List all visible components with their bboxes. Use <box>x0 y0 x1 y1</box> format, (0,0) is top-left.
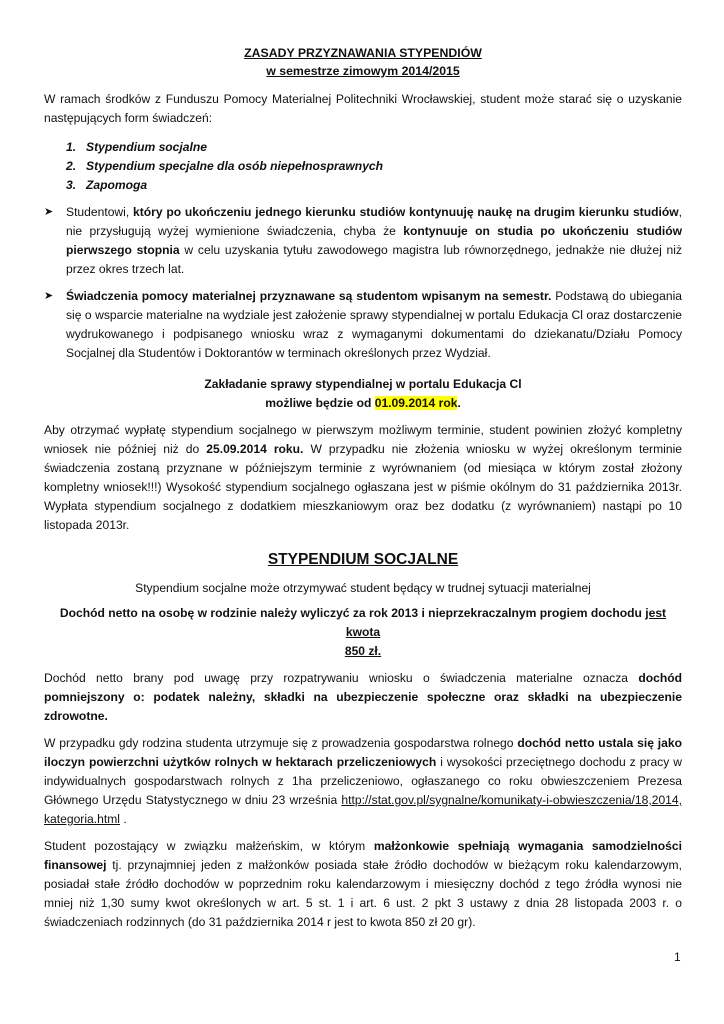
text-run: możliwe będzie od <box>265 396 375 410</box>
text-run: W przypadku nie złożenia wniosku w wyżej określonym terminie świadczenia zostaną przyznane w późniejszym terminie z wyrównaniem (od miesiąca w którym został złożony kompletny wniosek!!!) Wysokość stypendium socjalnego ogłaszana jest w piśmie okólnym do 31 października 2013r. Wypłata stypendium socjalnego z dodatkiem mieszkaniowym oraz bez dodatku (z wyrównaniem) nastąpi po 10 listopada 2013r. <box>44 442 682 532</box>
intro-paragraph: W ramach środków z Funduszu Pomocy Materialnej Politechniki Wrocławskiej, student może starać się o uzyskanie następujących form świadczeń: <box>44 92 682 125</box>
text-run: . <box>457 396 461 410</box>
bold-run: dochód pomniejszony o: podatek należny, składki na ubezpieczenie społeczne oraz składki na ubezpieczenie zdrowotne. <box>44 671 682 723</box>
text-run: tj. przynajmniej jeden z małżonków posiada stałe źródło dochodów w bieżącym roku kalendarzowym, posiadał stałe źródło dochodów w poprzednim roku kalendarzowym i miesięczny dochód z tego źródła wynosi nie mniej niż 1,30 sumy kwot określonych w art. 5 st. 1 i art. 6 ust. 2 pkt 3 ustawy z dnia 28 listopada 2003 r. o świadczeniach rodzinnych (do 31 października 2014 r jest to kwota 850 zł 20 gr). <box>44 858 682 929</box>
text-run: Dochód netto brany pod uwagę przy rozpatrywaniu wniosku o świadczenia materialne oznacza <box>44 671 639 685</box>
arrow-bullet-icon: ➤ <box>44 206 54 218</box>
list-item-number: 1. <box>66 140 77 154</box>
bold-run: Świadczenia pomocy materialnej przyznawane są studentom wpisanym na semestr. <box>66 289 552 303</box>
text-run: W przypadku gdy rodzina studenta utrzymuje się z prowadzenia gospodarstwa rolnego <box>44 736 518 750</box>
list-item <box>66 176 682 195</box>
text-run: , nie przysługują wyżej wymienione świadczenia, chyba że <box>66 205 683 238</box>
underlined-run: 850 zł. <box>344 644 382 658</box>
section-lead: Stypendium socjalne może otrzymywać student będący w trudnej sytuacji materialnej <box>135 581 591 595</box>
text-run: Podstawą do ubiegania się o wsparcie materialne na wydziale jest założenie sprawy stypendialnej w portalu Edukacja Cl oraz dostarczenie wydrukowanego i podpisanego wniosku wraz z wymaganymi dokumentami do dziekanatu/Działu Pomocy Socjalnej dla Studentów i Doktorantów w terminach określonych przez Wydział. <box>66 289 682 360</box>
underlined-run: jest kwota <box>345 606 667 639</box>
notice-line: Zakładanie sprawy stypendialnej w portalu Edukacja Cl <box>204 377 522 391</box>
bullet-semester-rule <box>44 287 682 363</box>
text-run: Aby otrzymać wypłatę stypendium socjalnego w pierwszym możliwym terminie, student powinien złożyć kompletny wniosek nie później niż do <box>44 423 682 456</box>
page-number: 1 <box>674 950 681 964</box>
text-run: w celu uzyskania tytułu zawodowego magistra lub równorzędnego, jednakże nie dłużej niż przez okres trzech lat. <box>66 243 682 276</box>
gus-link[interactable]: http://stat.gov.pl/sygnalne/komunikaty-i-obwieszczenia/18,2014,kategoria.html <box>44 793 682 826</box>
bold-run: małżonkowie spełniają wymagania samodzielności finansowej <box>44 839 682 872</box>
text-run: . <box>119 812 127 826</box>
married-paragraph <box>44 837 682 932</box>
netto-paragraph <box>44 669 682 726</box>
section-title: STYPENDIUM SOCJALNE <box>267 551 459 568</box>
document-subtitle: w semestrze zimowym 2014/2015 <box>266 64 460 78</box>
document-content <box>44 44 682 932</box>
notice-line <box>44 394 682 413</box>
document-title: ZASADY PRZYZNAWANIA STYPENDIÓW <box>244 46 482 60</box>
income-threshold <box>44 604 682 661</box>
payment-paragraph <box>44 421 682 535</box>
bold-run: dochód netto ustala się jako iloczyn powierzchni użytków rolnych w hektarach przeliczeniowych <box>44 736 682 769</box>
bold-run: 25.09.2014 roku. <box>206 442 304 456</box>
list-item <box>66 157 682 176</box>
list-item-number: 2. <box>66 159 77 173</box>
text-run: Studentowi, <box>66 205 133 219</box>
bold-run: który po ukończeniu jednego kierunku studiów kontynuuję naukę na drugim kierunku studiów <box>133 205 679 219</box>
farm-paragraph <box>44 734 682 829</box>
text-run: i wysokości przeciętnego dochodu z pracy w indywidualnych gospodarstwach rolnych z 1ha przeliczeniowo, ogłaszanego co roku obwieszczeniem Prezesa Głównego Urzędu Statystycznego w dniu 23 września <box>44 755 683 807</box>
list-item-label: Zapomoga <box>86 178 148 192</box>
forms-list <box>44 138 682 195</box>
bold-run: kontynuuje on studia po ukończeniu studiów pierwszego stopnia <box>66 224 682 257</box>
text-run: Dochód netto na osobę w rodzinie należy wyliczyć za rok 2013 i nieprzekraczalnym progiem dochodu <box>59 606 646 620</box>
arrow-bullet-icon: ➤ <box>44 290 54 302</box>
list-item-label: Stypendium specjalne dla osób niepełnosprawnych <box>86 159 384 173</box>
list-item <box>66 138 682 157</box>
highlighted-date: 01.09.2014 rok <box>374 396 458 410</box>
list-item-number: 3. <box>66 178 77 192</box>
portal-notice <box>44 375 682 413</box>
list-item-label: Stypendium socjalne <box>86 140 207 154</box>
bullet-continuation-rule <box>44 203 682 279</box>
text-run: Student pozostający w związku małżeńskim, w którym <box>44 839 374 853</box>
